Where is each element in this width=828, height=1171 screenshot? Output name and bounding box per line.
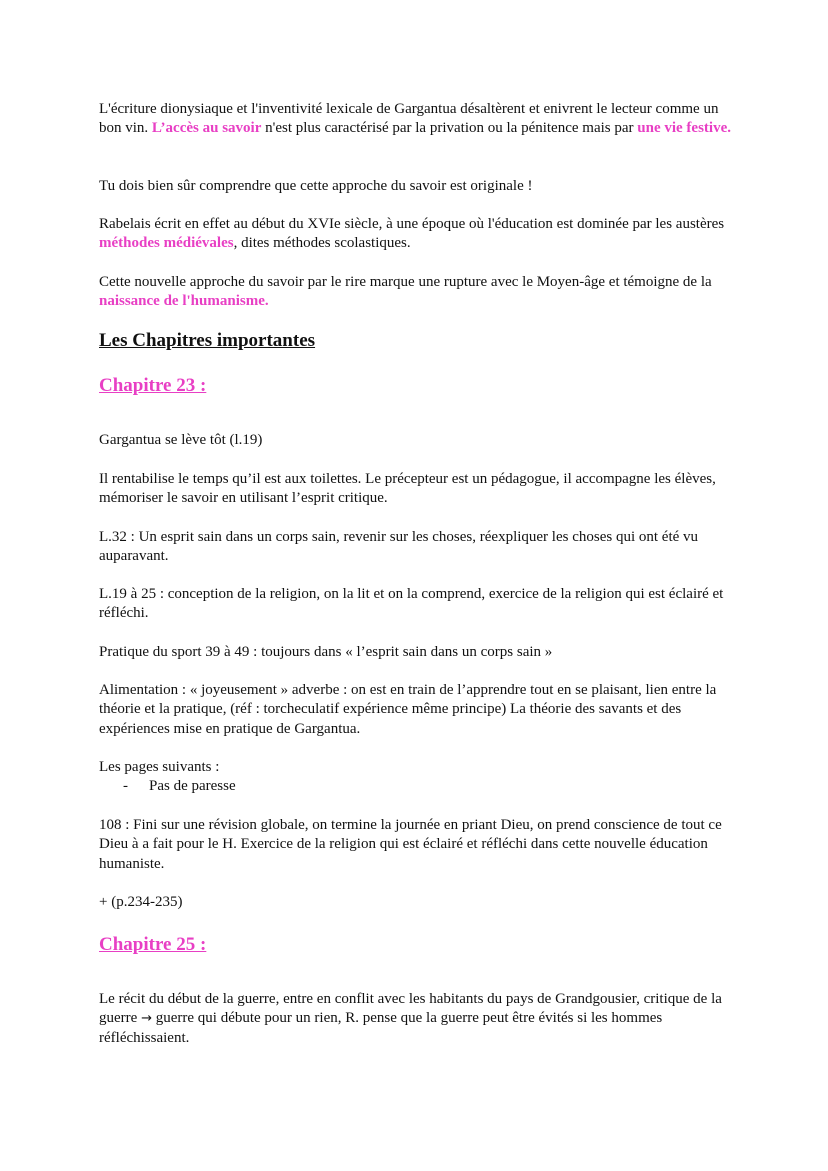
intro-text: Rabelais écrit en effet au début du XVIe siècle, à une époque où l'éducation est dominée par les austères — [99, 216, 725, 232]
chapter-23-list — [99, 758, 739, 797]
list-item — [99, 777, 739, 796]
intro-text: n'est plus caractérisé par la privation ou la pénitence mais par — [261, 120, 638, 137]
list-intro: Les pages suivants : — [99, 759, 220, 775]
chapter-23-paragraph-5: Pratique du sport 39 à 49 : toujours dans « l’esprit sain dans un corps sain » — [99, 644, 553, 660]
intro-text: , dites méthodes scolastiques. — [233, 235, 411, 252]
section-title: Les Chapitres importantes — [99, 330, 316, 351]
chapter-25-title: Chapitre 25 : — [99, 934, 207, 955]
chapter-23-paragraph-8: 108 : Fini sur une révision globale, on termine la journée en priant Dieu, on prend conscience de tout ce Dieu à a fait pour le H. Exercice de la religion qui est éclairé et réfléchi dans cette nouvelle éducation humaniste. — [99, 817, 722, 872]
bullet-dash: - — [123, 778, 128, 795]
intro-paragraph-1 — [99, 100, 739, 139]
highlight-methodes-medievales: méthodes médiévales — [99, 235, 234, 252]
chapter-23-paragraph-3: L.32 : Un esprit sain dans un corps sain, revenir sur les choses, réexpliquer les choses qui ont été vu auparavant. — [99, 529, 699, 565]
intro-text: Cette nouvelle approche du savoir par le rire marque une rupture avec le Moyen-âge et témoigne de la — [99, 274, 712, 290]
chapter-23-paragraph-1: Gargantua se lève tôt (l.19) — [99, 432, 263, 448]
list-item-text: Pas de paresse — [149, 778, 236, 795]
intro-text: L'écriture dionysiaque et l'inventivité lexicale de Gargantua désaltèrent et enivrent le lecteur comme un bon vin. — [99, 101, 719, 137]
chapter-23-paragraph-6: Alimentation : « joyeusement » adverbe : on est en train de l’apprendre tout en se plaisant, lien entre la théorie et la pratique, (réf : torcheculatif expérience même principe) La théorie des savants et des expériences mise en pratique de Gargantua. — [99, 682, 717, 737]
intro-paragraph-2: Tu dois bien sûr comprendre que cette approche du savoir est originale ! — [99, 178, 533, 194]
arrow-right-icon: → — [141, 1011, 152, 1027]
highlight-vie-festive: une vie festive. — [637, 120, 731, 137]
highlight-humanisme: naissance de l'humanisme. — [99, 293, 269, 310]
intro-paragraph-3 — [99, 215, 739, 254]
chapter-25-paragraph-1 — [99, 990, 739, 1048]
chapter-23-paragraph-9: + (p.234-235) — [99, 894, 183, 910]
chapter-23-paragraph-4: L.19 à 25 : conception de la religion, on la lit et on la comprend, exercice de la religion qui est éclairé et réfléchi. — [99, 586, 724, 622]
chapter-25-text: Le récit du début de la guerre, entre en conflit avec les habitants du pays de Grandgousier, critique de la guerre — [99, 991, 722, 1027]
intro-paragraph-4 — [99, 273, 739, 312]
highlight-acces-savoir: L’accès au savoir — [151, 120, 262, 137]
chapter-25-text: guerre qui débute pour un rien, R. pense que la guerre peut être évités si les hommes réfléchissaient. — [99, 1010, 663, 1046]
chapter-23-paragraph-2: Il rentabilise le temps qu’il est aux toilettes. Le précepteur est un pédagogue, il accompagne les élèves, mémoriser le savoir en utilisant l’esprit critique. — [99, 471, 716, 507]
chapter-23-title: Chapitre 23 : — [99, 375, 207, 396]
